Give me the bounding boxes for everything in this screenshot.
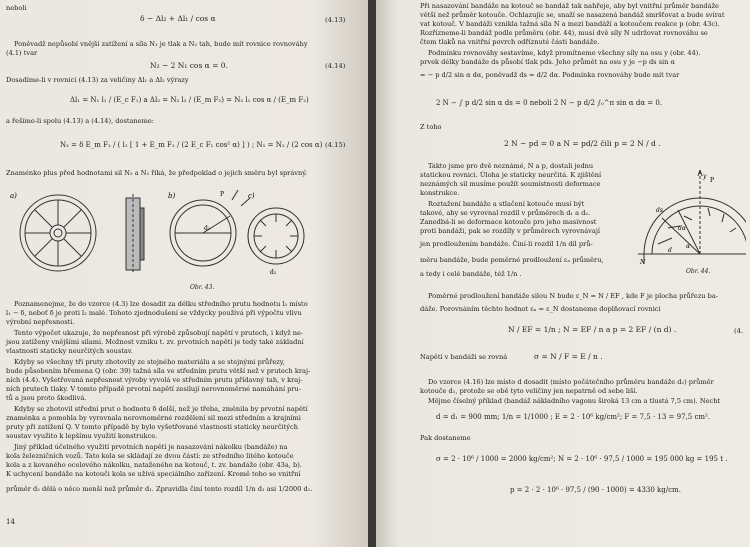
text-line: K uchycení bandáže na kotouči kola se užívá speciálního zařízení. Kromě toho se vnitřní xyxy=(6,470,301,478)
figure-label: c) xyxy=(248,192,255,200)
text-line: ních prutech tlaky. V tomto případě prvotní napětí zesilují nerovnoměrné namáhání pru- xyxy=(6,385,302,393)
equation-4-16: N / EF = 1/n ; N = EF / n a p = 2 EF / (n d) . xyxy=(508,325,677,334)
text-line: statickou rovnici. Úloha je staticky neurčitá. K zjištění xyxy=(420,171,602,179)
text-line: neboli xyxy=(6,4,27,12)
equation-integral: 2 N − ∫ p d/2 sin α ds = 0 neboli 2 N − p d/2 ∫₀^π sin α dα = 0. xyxy=(436,99,663,107)
figure-label: a) xyxy=(10,192,17,200)
text-line: neznámých sil musíme použít soumístnosti deformace xyxy=(420,180,601,188)
right-page xyxy=(376,0,750,547)
text-line: konstrukce. xyxy=(420,189,460,197)
text-line: jen prodloužením bandáže. Činí-li rozdíl 1/n díl prů- xyxy=(420,240,593,248)
text-line: znaménka a pomohla by vyrovnala nerovnoměrné rozdělení sil mezi středním a krajními xyxy=(6,414,301,422)
text-line: ních (4.4). Vyšetřovaná nepřesnost výroby vyvolá ve středním prutu přídavný tah, v kraj- xyxy=(6,376,303,384)
text-line: a řešíme-li spolu (4.13) a (4.14), dostaneme: xyxy=(6,117,154,125)
text-line: Pak dostaneme xyxy=(420,434,471,442)
equation-number: (4.15) xyxy=(325,141,346,149)
text-line: Znaménko plus před hodnotami sil N₂ a N₁ říká, že předpoklad o jejich směru byl správný. xyxy=(6,169,308,177)
left-page xyxy=(0,0,368,547)
equation-sigma: σ = N / F = E / n . xyxy=(534,352,603,361)
text-line: prvek délky bandáže ds působí tlak pds. Jeho průmět na osu y je −p ds sin α xyxy=(420,58,675,66)
text-line: a tedy i celé bandáže, též 1/n . xyxy=(420,270,522,278)
text-line: Podmínku rovnováhy sestavíme, když promítneme všechny síly na osu y (obr. 44). xyxy=(428,49,701,57)
text-line: Do vzorce (4.16) lze místo d dosadit (místo počátečního průměru bandáže d₂) průměr xyxy=(428,378,714,386)
text-line: výrobní nepřesnosti. xyxy=(6,318,75,326)
figure-label: ds xyxy=(656,207,663,214)
figure-caption: Obr. 44. xyxy=(686,268,711,275)
equation-result: p = 2 · 2 · 10⁶ · 97,5 / (90 · 1000) = 4330 kg/cm. xyxy=(510,486,681,494)
text-line: čtem tlaků na vnitřní povrch odříznuté části bandáže. xyxy=(420,38,600,46)
text-line: = − p d/2 sin α dα, poněvadž ds = d/2 dα. Podmínka rovnováhy bude mít tvar xyxy=(420,71,680,79)
text-line: jsou zatíženy vnějšími silami. Možnost vzniku t. zv. prvotních napětí je tedy také základní xyxy=(6,338,304,346)
text-line: (4.1) tvar xyxy=(6,49,38,57)
text-line: kola železničních vozů. Tato kola se skládají ze dvou částí: ze středního litého kotouče xyxy=(6,452,294,460)
figure-label: d₁ xyxy=(204,225,211,232)
text-line: Tento výpočet ukazuje, že nepřesnost při výrobě způsobují napětí v prutech, i když ne- xyxy=(14,329,304,337)
text-line: pruty při zatížení Q. V tomto případě by bylo vyšetřované vlastnosti staticky neurčitých xyxy=(6,423,298,431)
text-line: vlastnosti staticky neurčitých soustav. xyxy=(6,347,133,355)
equation-result: σ = 2 · 10⁶ / 1000 = 2000 kg/cm²; N = 2 · 10⁶ · 97,5 / 1000 = 195 000 kg = 195 t . xyxy=(436,455,728,463)
text-line: Poznamenejme, že do vzorce (4.3) lze dosadit za délku středního prutu hodnotu l₂ místo xyxy=(14,300,308,308)
text-line: Roztažení bandáže a stlačení kotouče musí být xyxy=(428,200,585,208)
equation-4-13: δ − Δl₂ + Δl₁ / cos α xyxy=(140,14,216,23)
figure-caption: Obr. 43. xyxy=(190,284,215,291)
text-line: kotouče d₁, protože se obě tyto veličiny jen nepatrně od sebe liší. xyxy=(420,387,638,395)
figure-label: α xyxy=(686,243,691,250)
equation-substitution: Δl₁ = N₁ l₁ / (E_c F₁) a Δl₂ = N₂ l₂ / (E_m F₂) = N₂ l₁ cos α / (E_m F₂) xyxy=(70,96,309,104)
equation-result: 2 N − pd = 0 a N = pd/2 čili p = 2 N / d . xyxy=(504,139,661,148)
equation-4-14: N₂ − 2 N₁ cos α = 0. xyxy=(150,61,228,70)
text-line: Dosadíme-li v rovnici (4.13) za veličiny Δl₁ a Δl₂ výrazy xyxy=(6,76,189,84)
text-line: Poměrné prodloužení bandáže silou N bude ε_N = N / EF , kde F je plocha průřezu ba- xyxy=(428,292,719,300)
text-line: Kdyby se zhotovil střední prut o hodnotu δ delší, než je třeba, změnila by prvotní napětí xyxy=(14,405,308,413)
figure-label: P xyxy=(710,177,715,184)
text-line: takové, aby se vyrovnal rozdíl v průměrech d₁ a d₂. xyxy=(420,209,591,217)
text-line: kola a z kovaného ocelového nákolku, natаženého na kotouč, t. zv. bandáže (obr. 43a, b). xyxy=(6,461,302,469)
text-line: Rozřízneme-li bandáž podle průměru (obr. 44), musí dvě síly N udržovat rovnováhu se xyxy=(420,29,708,37)
equation-example: d = d₁ = 900 mm; 1/n = 1/1000 ; E = 2 · 10⁶ kg/cm²; F = 7,5 · 13 = 97,5 cm². xyxy=(436,413,711,421)
text-line: Jiný příklad účelného využití prvotních napětí je nasazování nákolku (bandáže) na xyxy=(14,443,288,451)
figure-43-drawing xyxy=(8,188,308,283)
figure-44-drawing xyxy=(638,168,746,268)
figure-44 xyxy=(638,168,746,268)
text-line: průměr d₂ dělá o něco menší než průměr d₁. Zpravidla činí tento rozdíl 1/n d₁ asi 1/2000 d₁. xyxy=(6,485,313,493)
text-line: l₁ − δ, neboť δ je proti l₂ malé. Tohoto zjednodušení se vždycky používá při výpočtu vlivu xyxy=(6,309,302,317)
text-line: proti bandáži, pak se rozdíly v průměrech vyrovnávají xyxy=(420,227,600,235)
figure-label: y xyxy=(703,173,707,180)
figure-label: d₂ xyxy=(270,269,277,276)
figure-43 xyxy=(8,188,308,283)
equation-number: (4.13) xyxy=(325,16,346,24)
text-line: dáže. Porovnáním těchto hodnot εₙ = ε_N dostaneme doplňovací rovnici xyxy=(420,305,661,313)
text-line: Zanedbá-li se deformace kotouče pro jeho masivnost xyxy=(420,218,597,226)
figure-label: P xyxy=(220,191,225,198)
text-line: tů a jsou proto škodlivá. xyxy=(6,394,87,402)
text-line: Mějme číselný příklad (bandáž nákladního vagonu široká 13 cm a tlustá 7,5 cm). Necht xyxy=(428,397,721,405)
text-line: bude působením břemena Q (obr. 39) tažná síla ve středním prutu větší než v prutech kraj- xyxy=(6,367,311,375)
figure-label: N xyxy=(640,259,646,266)
text-line: Napětí v bandáži se rovná xyxy=(420,353,508,361)
text-line: Z toho xyxy=(420,123,442,131)
equation-number: (4. xyxy=(734,327,744,335)
equation-number: (4.14) xyxy=(325,62,346,70)
text-line: Poněvadž nepůsobí vnější zatížení a síla N₁ je tlak a N₂ tah, bude mít rovnice rovnováhy xyxy=(14,40,308,48)
figure-label: dα xyxy=(678,225,686,232)
text-line: větší než průměr kotouče. Ochlazujíc se, snaží se nasazená bandáž smršťovat a bude svírat xyxy=(420,11,725,19)
text-line: Takto jsme pro dvě neznámé, N a p, dostali jednu xyxy=(428,162,594,170)
book-gutter xyxy=(368,0,376,547)
text-line: vat kotouč. V bandáži vznikla tažná síla N a mezi bandáží a kotoučem reakce p (obr. 43c). xyxy=(420,20,720,28)
text-line: měru bandáže, bude poměrné prodloužení εₙ průměru, xyxy=(420,256,604,264)
text-line: soustav využito k lepšímu využití konstrukce. xyxy=(6,432,158,440)
equation-4-15: N₂ = δ E_m F₂ / ( l₁ [ 1 + E_m F₂ / (2 E_c F₁ cos² α) ] ) ; N₁ = N₂ / (2 cos α) xyxy=(60,141,323,149)
figure-label: b) xyxy=(168,192,176,200)
page-number: 14 xyxy=(6,518,15,526)
text-line: Při nasazování bandáže na kotouč se bandáž tak nahřeje, aby byl vnitřní průměr bandáže xyxy=(420,2,719,10)
figure-label: d xyxy=(668,247,672,254)
text-line: Kdyby se všechny tři pruty zhotovily ze stejného materiálu a se stejnými průřezy, xyxy=(14,358,285,366)
